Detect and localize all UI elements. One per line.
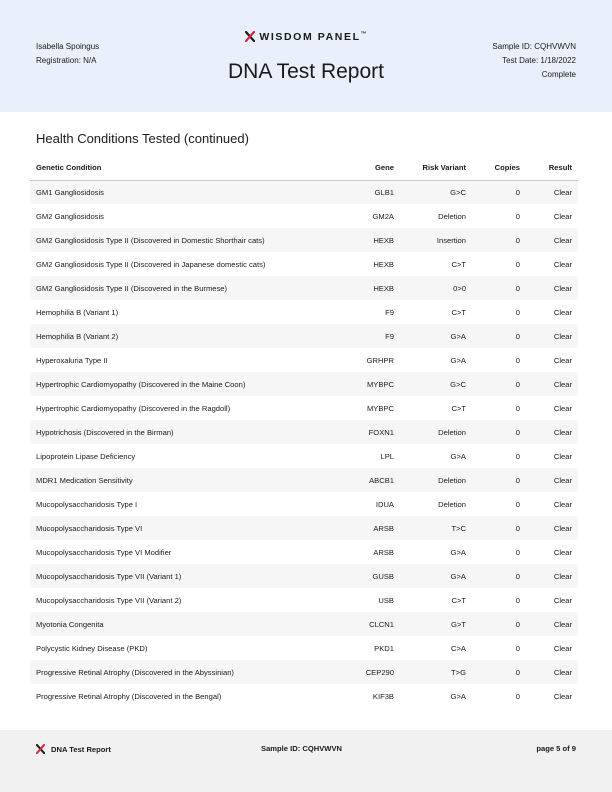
section-title: Health Conditions Tested (continued) (36, 131, 249, 146)
cell-copies: 0 (515, 211, 520, 221)
footer-sample-id: Sample ID: CQHVWVN (261, 744, 343, 753)
cell-condition: GM2 Gangliosidosis Type II (Discovered in Domestic Shorthair cats) (30, 228, 352, 252)
cell-result: Clear (553, 595, 572, 605)
cell-copies: 0 (515, 451, 520, 461)
brand-name: WISDOM PANEL (259, 31, 361, 43)
table-row (30, 396, 578, 420)
cell-copies: 0 (515, 499, 520, 509)
column-header-gene: Gene (352, 156, 400, 180)
cell-copies: 0 (472, 228, 526, 252)
cell-condition: GM2 Gangliosidosis (36, 211, 104, 221)
table-row (30, 588, 578, 612)
cell-risk-variant: G>A (450, 691, 466, 701)
cell-copies: 0 (515, 595, 520, 605)
footer-report-name: DNA Test Report (51, 745, 111, 754)
sample-id: Sample ID: CQHVWVN (492, 42, 576, 51)
table-row (30, 636, 578, 660)
owner-name: Isabella Spoingus (36, 42, 100, 51)
page-footer (0, 730, 612, 792)
cell-condition: Hyperoxaluria Type II (36, 355, 108, 365)
table-row (30, 204, 578, 228)
report-header (0, 0, 612, 112)
cell-copies: 0 (472, 372, 526, 396)
cell-gene: GRHPR (366, 355, 394, 365)
cell-result: Clear (526, 564, 578, 588)
cell-condition: Mucopolysaccharidosis Type VI Modifier (36, 547, 172, 557)
table-row (30, 612, 578, 636)
cell-result: Clear (553, 211, 572, 221)
cell-gene: MYBPC (352, 372, 400, 396)
cell-result: Clear (553, 499, 572, 509)
cell-gene: ABCB1 (352, 468, 400, 492)
cell-result: Clear (526, 660, 578, 684)
cell-copies: 0 (472, 324, 526, 348)
cell-result: Clear (526, 612, 578, 636)
cell-result: Clear (553, 451, 572, 461)
cell-copies: 0 (515, 691, 520, 701)
table-row (30, 660, 578, 684)
health-conditions-table (30, 156, 578, 708)
table-row (30, 348, 578, 372)
cell-risk-variant: T>C (400, 516, 472, 540)
trademark-mark: ™ (360, 31, 367, 38)
cell-result: Clear (553, 547, 572, 557)
cell-result: Clear (553, 403, 572, 413)
cell-gene: ARSB (352, 516, 400, 540)
cell-risk-variant: Deletion (438, 211, 466, 221)
footer-report-label (36, 744, 111, 756)
column-header-copies: Copies (472, 156, 526, 180)
cell-copies: 0 (472, 516, 526, 540)
table-row (30, 684, 578, 708)
cell-result: Clear (526, 468, 578, 492)
cell-condition: Mucopolysaccharidosis Type VI (30, 516, 352, 540)
cell-condition: GM1 Gangliosidosis (30, 180, 352, 204)
sample-info (492, 40, 576, 82)
cell-gene: HEXB (352, 276, 400, 300)
page-title: DNA Test Report (227, 60, 384, 83)
cell-gene: GLB1 (352, 180, 400, 204)
cell-copies: 0 (472, 180, 526, 204)
cell-gene: HEXB (352, 228, 400, 252)
cell-copies: 0 (515, 547, 520, 557)
cell-risk-variant: G>A (400, 324, 472, 348)
cell-copies: 0 (515, 403, 520, 413)
table-row (30, 252, 578, 276)
table-row (30, 228, 578, 252)
cell-gene: KIF3B (372, 691, 394, 701)
table-row (30, 516, 578, 540)
cell-copies: 0 (472, 660, 526, 684)
cell-copies: 0 (472, 276, 526, 300)
footer-page-number: page 5 of 9 (536, 744, 576, 753)
cell-copies: 0 (472, 468, 526, 492)
cell-risk-variant: G>T (400, 612, 472, 636)
table-header-row (30, 156, 578, 180)
cell-result: Clear (553, 355, 572, 365)
cell-gene: HEXB (373, 259, 394, 269)
registration: Registration: N/A (36, 56, 97, 65)
cell-risk-variant: G>C (400, 372, 472, 396)
cell-risk-variant: C>T (451, 307, 466, 317)
table-row (30, 420, 578, 444)
cell-result: Clear (553, 307, 572, 317)
table-row (30, 540, 578, 564)
cell-condition: Hemophilia B (Variant 1) (36, 307, 119, 317)
cell-condition: Mucopolysaccharidosis Type VII (Variant 1) (30, 564, 352, 588)
cell-result: Clear (526, 516, 578, 540)
cell-risk-variant: T>G (400, 660, 472, 684)
cell-risk-variant: C>T (451, 403, 466, 413)
cell-gene: CLCN1 (352, 612, 400, 636)
cell-risk-variant: G>A (400, 564, 472, 588)
cell-condition: Mucopolysaccharidosis Type I (36, 499, 138, 509)
cell-risk-variant: Deletion (438, 499, 466, 509)
column-header-risk-variant: Risk Variant (400, 156, 472, 180)
cell-gene: IDUA (375, 499, 394, 509)
cell-condition: GM2 Gangliosidosis Type II (Discovered in Japanese domestic cats) (36, 259, 266, 269)
cell-condition: Hypertrophic Cardiomyopathy (Discovered in the Maine Coon) (30, 372, 352, 396)
cell-copies: 0 (472, 420, 526, 444)
cell-result: Clear (553, 691, 572, 701)
table-row (30, 276, 578, 300)
cell-condition: Hemophilia B (Variant 2) (30, 324, 352, 348)
cell-copies: 0 (515, 307, 520, 317)
cell-result: Clear (553, 259, 572, 269)
cell-condition: Lipoprotein Lipase Deficiency (36, 451, 136, 461)
cell-risk-variant: Deletion (400, 468, 472, 492)
table-row (30, 180, 578, 204)
cell-result: Clear (526, 228, 578, 252)
table-row (30, 564, 578, 588)
cell-copies: 0 (515, 259, 520, 269)
table-row (30, 300, 578, 324)
cell-condition: Myotonia Congenita (30, 612, 352, 636)
cell-gene: GUSB (352, 564, 400, 588)
cell-risk-variant: G>A (450, 355, 466, 365)
cell-condition: Hypertrophic Cardiomyopathy (Discovered in the Ragdoll) (36, 403, 231, 413)
cell-risk-variant: G>A (450, 547, 466, 557)
column-header-condition: Genetic Condition (30, 156, 352, 180)
test-status: Complete (541, 70, 576, 79)
cell-copies: 0 (472, 564, 526, 588)
cell-copies: 0 (472, 612, 526, 636)
cell-condition: GM2 Gangliosidosis Type II (Discovered in the Burmese) (30, 276, 352, 300)
table-row (30, 324, 578, 348)
cell-result: Clear (526, 180, 578, 204)
cell-condition: Progressive Retinal Atrophy (Discovered in the Abyssinian) (30, 660, 352, 684)
cell-risk-variant: Deletion (400, 420, 472, 444)
table-row (30, 444, 578, 468)
cell-condition: Progressive Retinal Atrophy (Discovered in the Bengal) (36, 691, 222, 701)
cell-gene: GM2A (372, 211, 394, 221)
cell-risk-variant: C>T (451, 595, 466, 605)
cell-risk-variant: C>T (451, 259, 466, 269)
cell-gene: F9 (385, 307, 394, 317)
cell-gene: ARSB (373, 547, 394, 557)
cell-risk-variant: Insertion (400, 228, 472, 252)
cell-condition: Polycystic Kidney Disease (PKD) (36, 643, 148, 653)
cell-copies: 0 (515, 643, 520, 653)
test-date: Test Date: 1/18/2022 (502, 56, 576, 65)
wisdom-panel-logo-icon (245, 31, 255, 45)
cell-gene: PKD1 (374, 643, 394, 653)
cell-risk-variant: C>A (451, 643, 466, 653)
cell-result: Clear (526, 276, 578, 300)
column-header-result: Result (526, 156, 578, 180)
table-row (30, 372, 578, 396)
table-row (30, 468, 578, 492)
cell-result: Clear (526, 324, 578, 348)
cell-gene: LPL (380, 451, 394, 461)
cell-result: Clear (526, 372, 578, 396)
cell-condition: MDR1 Medication Sensitivity (30, 468, 352, 492)
cell-gene: MYBPC (366, 403, 394, 413)
wisdom-panel-logo-icon (36, 744, 45, 756)
cell-risk-variant: G>A (450, 451, 466, 461)
cell-gene: FOXN1 (352, 420, 400, 444)
cell-condition: Mucopolysaccharidosis Type VII (Variant 2) (36, 595, 182, 605)
cell-risk-variant: 0>0 (400, 276, 472, 300)
table-row (30, 492, 578, 516)
cell-gene: CEP290 (352, 660, 400, 684)
cell-gene: USB (378, 595, 394, 605)
cell-copies: 0 (515, 355, 520, 365)
cell-condition: Hypotrichosis (Discovered in the Birman) (30, 420, 352, 444)
cell-result: Clear (553, 643, 572, 653)
cell-risk-variant: G>C (400, 180, 472, 204)
cell-result: Clear (526, 420, 578, 444)
cell-gene: F9 (352, 324, 400, 348)
